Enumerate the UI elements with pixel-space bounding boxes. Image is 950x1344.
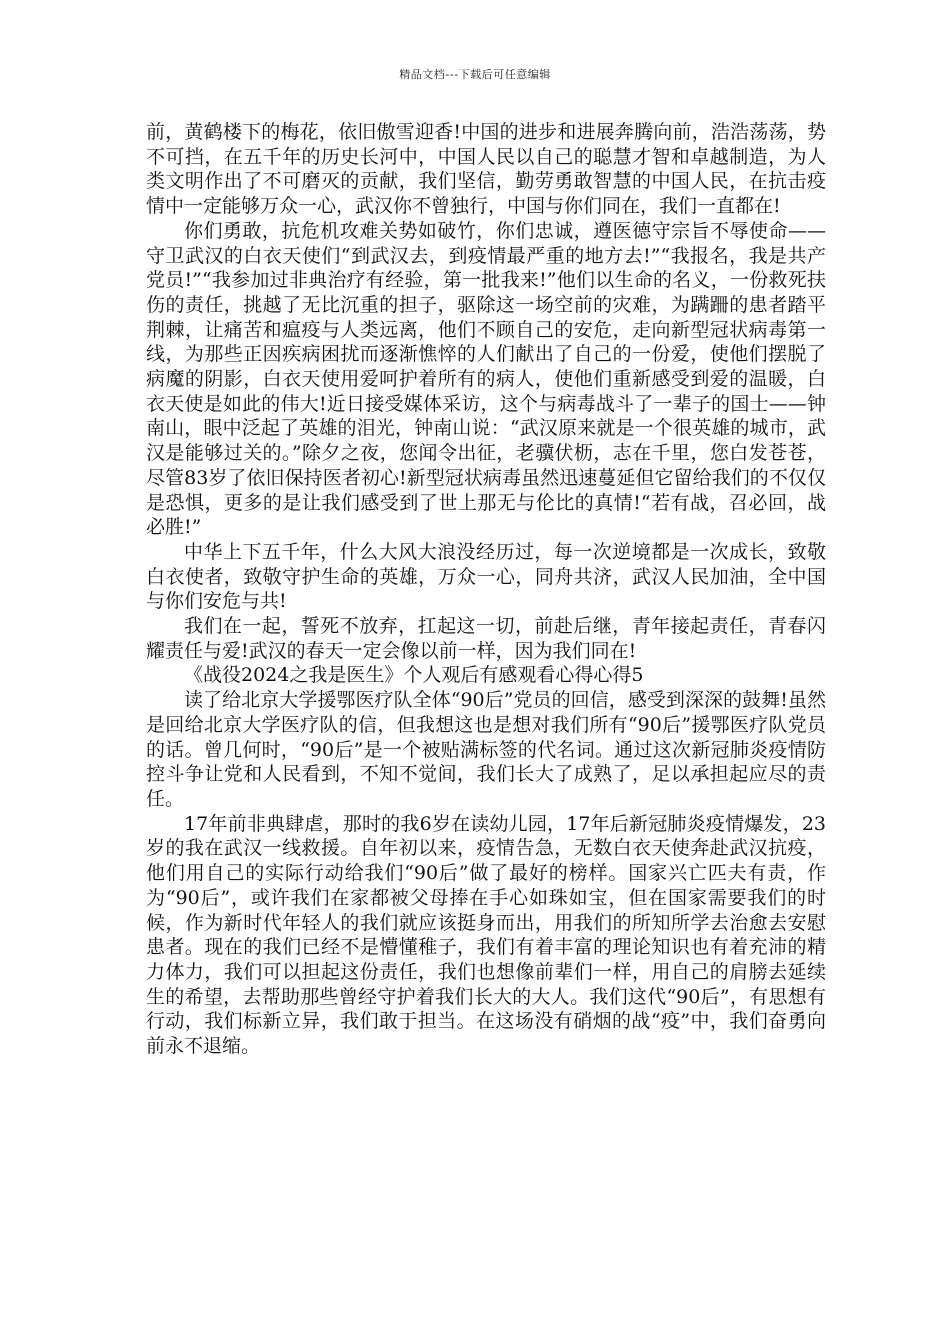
- document-body: [146, 120, 826, 1059]
- paragraph: 你们勇敢，抗危机攻难关势如破竹，你们忠诚，遵医德守宗旨不辱使命——守卫武汉的白衣天使们“到武汉去，到疫情最严重的地方去!”“我报名，我是共产党员!”“我参加过非典治疗有经验，第一批我来!”他们以生命的名义，一份救死扶伤的责任，挑越了无比沉重的担子，驱除这一场空前的灾难，为蹒跚的患者踏平荆棘，让痛苦和瘟疫与人类远离，他们不顾自己的安危，走向新型冠状病毒第一线，为那些正因疾病困扰而逐渐憔悴的人们献出了自己的一份爱，使他们摆脱了病魔的阴影，白衣天使用爱呵护着所有的病人，使他们重新感受到爱的温暖，白衣天使是如此的伟大!近日接受媒体采访，这个与病毒战斗了一辈子的国士——钟南山，眼中泛起了英雄的泪光，钟南山说：“武汉原来就是一个很英雄的城市，武汉是能够过关的。”除夕之夜，您闻令出征，老骥伏枥，志在千里，您白发苍苍，尽管83岁了依旧保持医者初心!新型冠状病毒虽然迅速蔓延但它留给我们的不仅仅是恐惧，更多的是让我们感受到了世上那无与伦比的真情!“若有战，召必回，战必胜!”: [146, 219, 826, 539]
- paragraph: 前，黄鹤楼下的梅花，依旧傲雪迎香!中国的进步和进展奔腾向前，浩浩荡荡，势不可挡，在五千年的历史长河中，中国人民以自己的聪慧才智和卓越制造，为人类文明作出了不可磨灭的贡献，我们坚信，勤劳勇敢智慧的中国人民，在抗击疫情中一定能够万众一心，武汉你不曾独行，中国与你们同在，我们一直都在!: [146, 121, 826, 218]
- paragraph: 我们在一起，誓死不放弃，扛起这一切，前赴后继，青年接起责任，青春闪耀责任与爱!武汉的春天一定会像以前一样，因为我们同在!: [146, 615, 826, 662]
- paragraph: 读了给北京大学援鄂医疗队全体“90后”党员的回信，感受到深深的鼓舞!虽然是回给北京大学医疗队的信，但我想这也是想对我们所有“90后”援鄂医疗队党员的话。曾几何时，“90后”是一个被贴满标签的代名词。通过这次新冠肺炎疫情防控斗争让党和人民看到，不知不觉间，我们长大了成熟了，足以承担起应尽的责任。: [146, 689, 826, 810]
- page-header: 精品文档---下载后可任意编辑: [399, 68, 551, 81]
- paragraph: 17年前非典肆虐，那时的我6岁在读幼儿园，17年后新冠肺炎疫情爆发，23岁的我在武汉一线救援。自年初以来，疫情告急，无数白衣天使奔赴武汉抗疫，他们用自己的实际行动给我们“90后”做了最好的榜样。国家兴亡匹夫有责，作为“90后”，或许我们在家都被父母捧在手心如珠如宝，但在国家需要我们的时候，作为新时代年轻人的我们就应该挺身而出，用我们的所知所学去治愈去安慰患者。现在的我们已经不是懵懂稚子，我们有着丰富的理论知识也有着充沛的精力体力，我们可以担起这份责任，我们也想像前辈们一样，用自己的肩膀去延续生的希望，去帮助那些曾经守护着我们长大的大人。我们这代“90后”，有思想有行动，我们标新立异，我们敢于担当。在这场没有硝烟的战“疫”中，我们奋勇向前永不退缩。: [146, 812, 826, 1058]
- paragraph: 中华上下五千年，什么大风大浪没经历过，每一次逆境都是一次成长，致敬白衣使者，致敬守护生命的英雄，万众一心，同舟共济，武汉人民加油，全中国与你们安危与共!: [146, 540, 826, 613]
- section-title: 《战役2024之我是医生》个人观后有感观看心得心得5: [184, 664, 644, 687]
